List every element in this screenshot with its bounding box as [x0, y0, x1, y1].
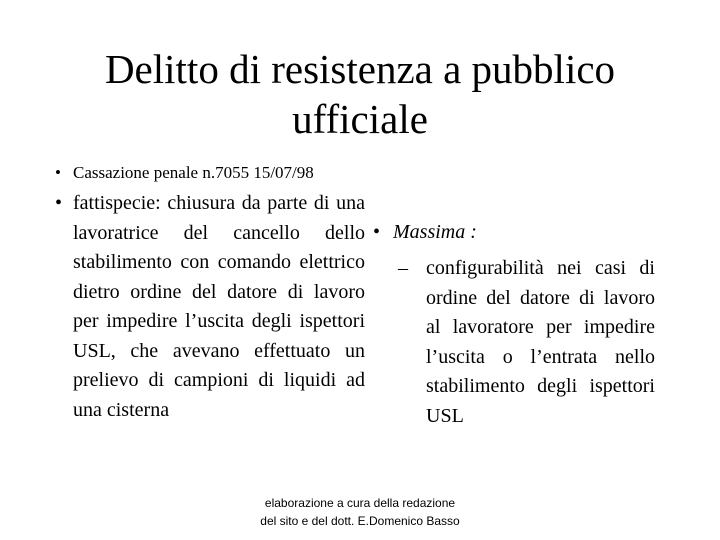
bullet-citation-text: Cassazione penale n.7055 15/07/98	[73, 163, 314, 182]
bullet-dot-icon: •	[55, 192, 63, 214]
sub-bullet-massima	[398, 254, 655, 431]
slide-footer	[200, 494, 520, 530]
bullet-massima-heading: Massima :	[393, 221, 477, 243]
dash-icon: –	[398, 257, 408, 279]
sub-bullet-massima-text: configurabilità nei casi di ordine del datore di lavoro al lavoratore per impedire l’uscita o l’entrata nello stabilimento degli ispettori USL	[426, 257, 655, 427]
bullet-fattispecie	[55, 189, 365, 425]
footer-line-2: del sito e del dott. E.Domenico Basso	[260, 514, 460, 528]
bullet-dot-icon: •	[55, 163, 61, 182]
slide-title: Delitto di resistenza a pubblico ufficiale	[104, 46, 616, 142]
bullet-massima	[373, 218, 477, 248]
footer-line-1: elaborazione a cura della redazione	[264, 496, 456, 510]
bullet-fattispecie-text: fattispecie: chiusura da parte di una lavoratrice del cancello dello stabilimento con comando elettrico dietro ordine del datore di lavoro per impedire l’uscita degli ispettori USL, che avevano effettuato un prelievo di campioni di liquidi ad una cisterna	[73, 192, 365, 421]
bullet-citation	[55, 162, 314, 184]
bullet-dot-icon: •	[373, 221, 381, 243]
